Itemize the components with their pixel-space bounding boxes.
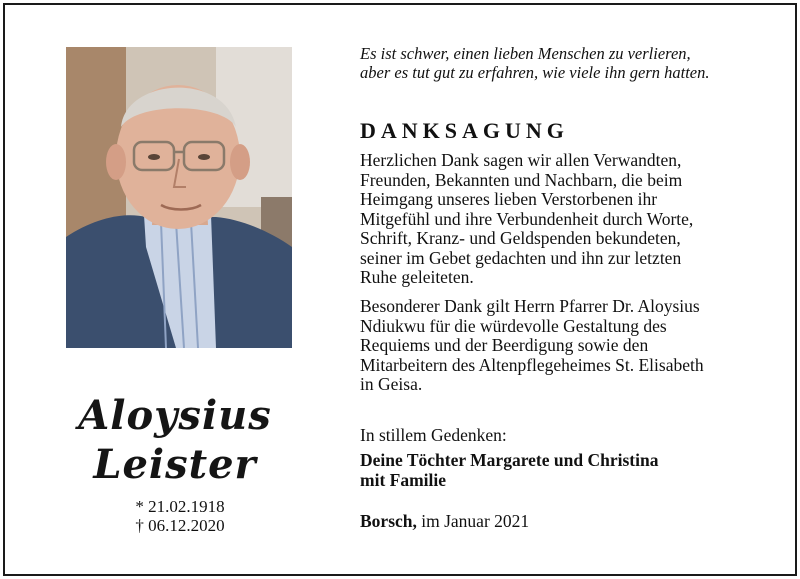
- thanks-paragraph-2: [360, 297, 760, 395]
- motto-line: aber es tut gut zu erfahren, wie viele ihn gern hatten.: [360, 63, 710, 82]
- motto-line: Es ist schwer, einen lieben Menschen zu verlieren,: [360, 44, 691, 63]
- heading-danksagung: DANKSAGUNG: [360, 118, 569, 143]
- thanks-paragraph-1: [360, 151, 760, 288]
- text-line: Schrift, Kranz- und Geldspenden bekundeten,: [360, 228, 681, 248]
- text-line: Mitarbeitern des Altenpflegeheimes St. Elisabeth: [360, 354, 704, 375]
- text-line: Freunden, Bekannten und Nachbarn, die beim: [360, 169, 683, 190]
- text-line: Ruhe geleiteten.: [360, 267, 474, 287]
- motto-quote: [360, 44, 760, 82]
- deceased-last-name: Leister: [93, 441, 257, 488]
- death-date: † 06.12.2020: [135, 516, 225, 535]
- text-line: Heimgang unseres lieben Verstorbenen ihr: [360, 189, 658, 209]
- text-line: Herzlichen Dank sagen wir allen Verwandten,: [360, 150, 682, 170]
- birth-date: * 21.02.1918: [135, 497, 225, 516]
- portrait-photo: [66, 47, 292, 348]
- family-signature: [360, 451, 760, 490]
- text-line: Mitgefühl und ihre Verbundenheit durch Worte,: [360, 208, 694, 229]
- family-line: Deine Töchter Margarete und Christina: [360, 450, 659, 470]
- deceased-first-name: Aloysius: [78, 392, 272, 439]
- text-line: Ndiukwu für die würdevolle Gestaltung des: [360, 315, 667, 336]
- text-line: Besonderer Dank gilt Herrn Pfarrer Dr. Aloysius: [360, 296, 700, 316]
- family-line: mit Familie: [360, 469, 447, 490]
- text-line: in Geisa.: [360, 374, 423, 394]
- place-date: [360, 511, 529, 532]
- text-line: Requiems und der Beerdigung sowie den: [360, 335, 649, 355]
- in-memory-label: In stillem Gedenken:: [360, 425, 507, 445]
- place-town: Borsch,: [360, 511, 417, 531]
- life-dates: [100, 497, 260, 535]
- text-line: seiner im Gebet gedachten und ihn zur letzten: [360, 247, 682, 268]
- place-month: im Januar 2021: [421, 511, 530, 531]
